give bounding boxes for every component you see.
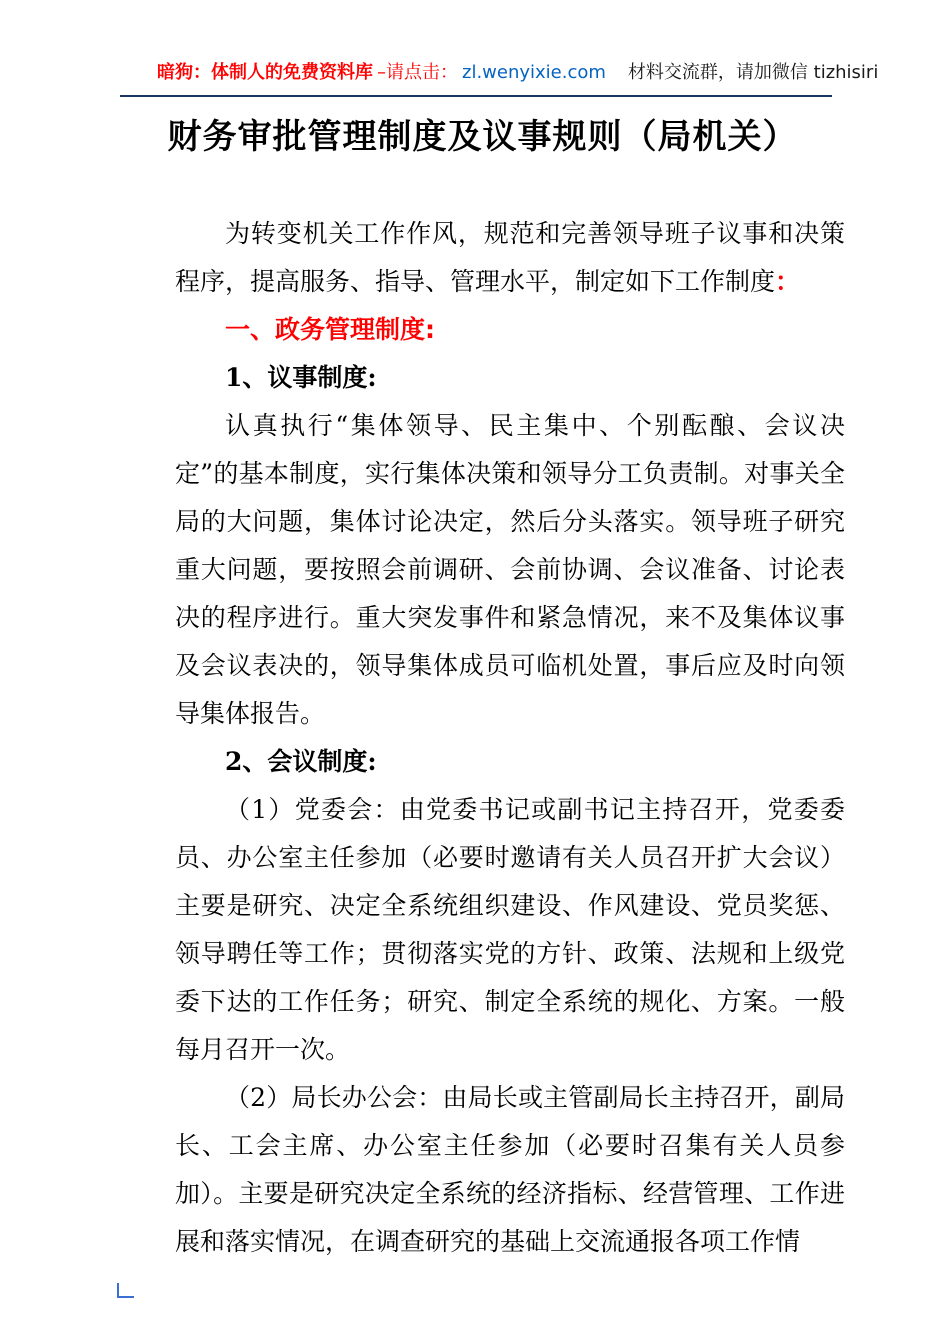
section-heading-1: 一、政务管理制度: xyxy=(225,315,435,344)
paragraph-intro-red-colon: ： xyxy=(775,267,801,296)
item-heading-yishi: 1、议事制度: xyxy=(225,363,377,392)
header-divider-line xyxy=(120,95,832,97)
header-wechat-note: 材料交流群，请加微信 tizhisiri xyxy=(627,62,879,83)
paragraph-intro-text: 为转变机关工作作风，规范和完善领导班子议事和决策程序，提高服务、指导、管理水平，制定如下工作制度 xyxy=(175,219,845,296)
header-brand-text: 暗狗：体制人的免费资料库 xyxy=(157,62,373,83)
item-heading-huiyi: 2、会议制度: xyxy=(225,747,377,776)
paragraph-intro xyxy=(175,210,845,306)
header-click-prompt: –请点击： xyxy=(377,62,458,83)
header-website-link[interactable]: zl.wenyixie.com xyxy=(462,62,606,83)
paragraph-juzhang-bangonghui: （2）局长办公会：由局长或主管副局长主持召开，副局长、工会主席、办公室主任参加（必要时召集有关人员参加）。主要是研究决定全系统的经济指标、经营管理、工作进展和落实情况，在调查研究的基础上交流通报各项工作情 xyxy=(175,1083,845,1256)
page-header xyxy=(157,60,879,86)
text-boundary-corner-mark xyxy=(117,1283,134,1298)
document-title: 财务审批管理制度及议事规则（局机关） xyxy=(167,117,798,157)
paragraph-dangweihui: （1）党委会：由党委书记或副书记主持召开，党委委员、办公室主任参加（必要时邀请有关人员召开扩大会议）主要是研究、决定全系统组织建设、作风建设、党员奖惩、领导聘任等工作；贯彻落实党的方针、政策、法规和上级党委下达的工作任务；研究、制定全系统的规化、方案。一般每月召开一次。 xyxy=(175,795,845,1064)
paragraph-yishi-body: 认真执行“集体领导、民主集中、个别酝酿、会议决定”的基本制度，实行集体决策和领导分工负责制。对事关全局的大问题，集体讨论决定，然后分头落实。领导班子研究重大问题，要按照会前调研、会前协调、会议准备、讨论表决的程序进行。重大突发事件和紧急情况，来不及集体议事及会议表决的，领导集体成员可临机处置，事后应及时向领导集体报告。 xyxy=(175,411,845,728)
document-body xyxy=(175,210,845,1266)
